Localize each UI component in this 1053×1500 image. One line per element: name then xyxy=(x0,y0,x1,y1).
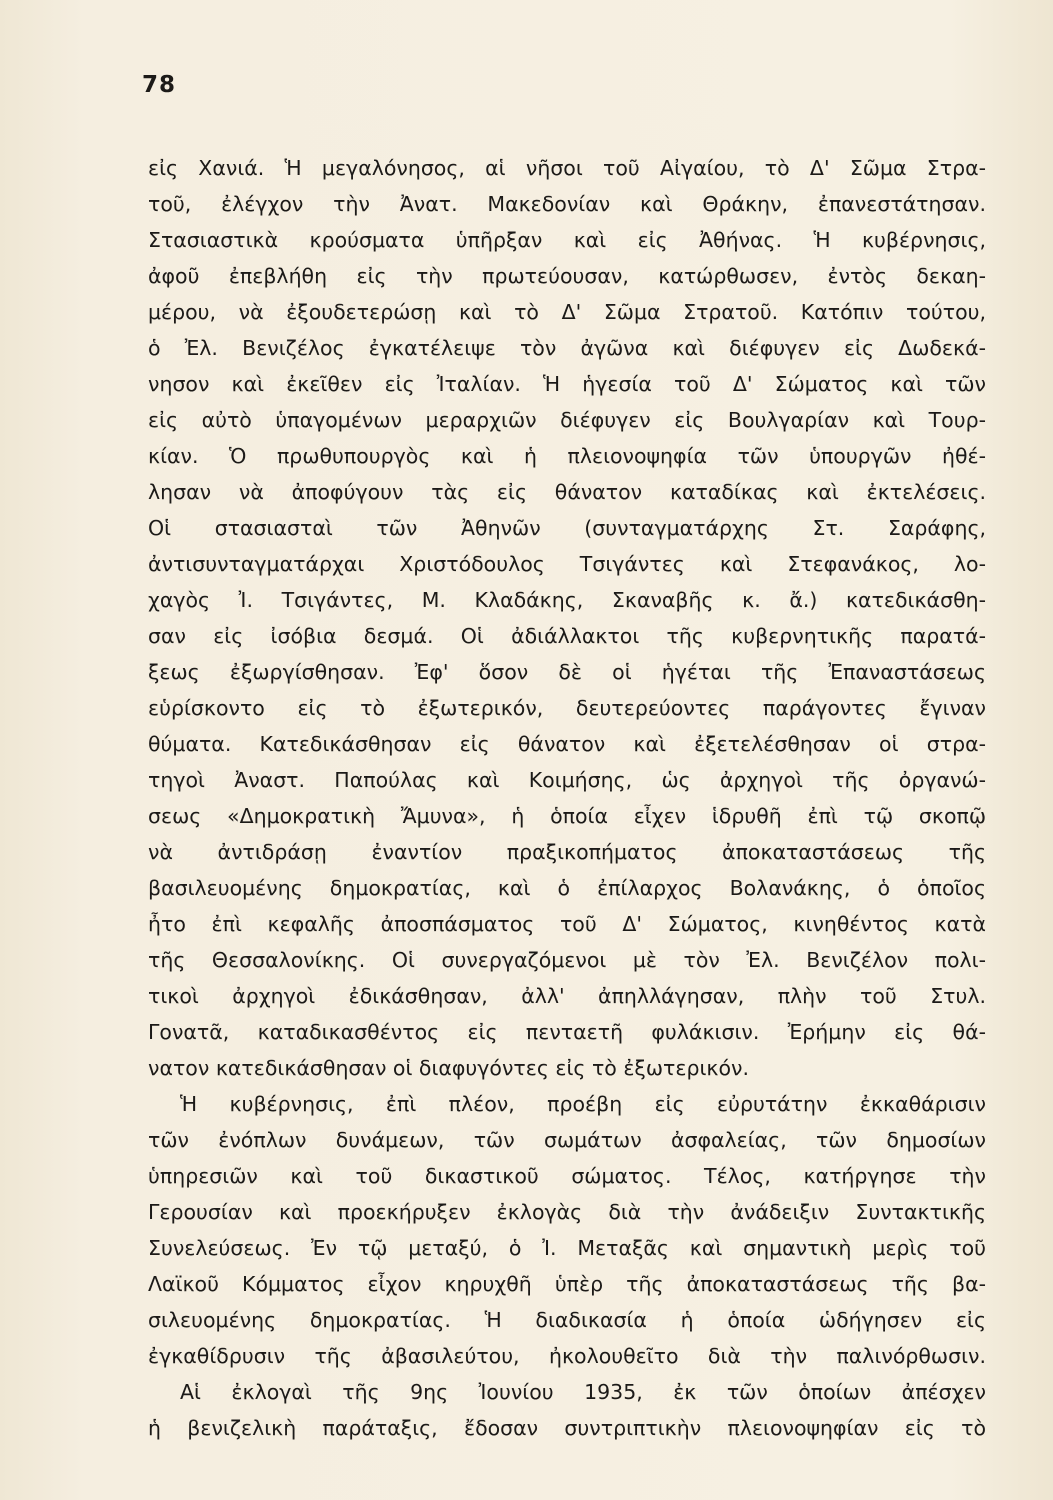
text-line: Γερουσίαν καὶ προεκήρυξεν ἐκλογὰς διὰ τὴν ἀνάδειξιν Συντακτικῆς xyxy=(148,1200,986,1224)
text-line: σεως «Δημοκρατικὴ Ἄμυνα», ἡ ὁποία εἶχεν ἱδρυθῆ ἐπὶ τῷ σκοπῷ xyxy=(148,804,986,828)
text-line: Λαϊκοῦ Κόμματος εἶχον κηρυχθῆ ὑπὲρ τῆς ἀποκαταστάσεως τῆς βα- xyxy=(148,1272,986,1296)
text-line: Συνελεύσεως. Ἐν τῷ μεταξύ, ὁ Ἰ. Μεταξᾶς καὶ σημαντικὴ μερὶς τοῦ xyxy=(148,1236,986,1260)
text-line: βασιλευομένης δημοκρατίας, καὶ ὁ ἐπίλαρχος Βολανάκης, ὁ ὁποῖος xyxy=(148,876,986,900)
text-line: τηγοὶ Ἀναστ. Παπούλας καὶ Κοιμήσης, ὡς ἀρχηγοὶ τῆς ὀργανώ- xyxy=(148,768,986,792)
text-line: Οἱ στασιασταὶ τῶν Ἀθηνῶν (συνταγματάρχης Στ. Σαράφης, xyxy=(148,516,986,540)
text-line: τικοὶ ἀρχηγοὶ ἐδικάσθησαν, ἀλλ' ἀπηλλάγησαν, πλὴν τοῦ Στυλ. xyxy=(148,984,986,1008)
text-line: θύματα. Κατεδικάσθησαν εἰς θάνατον καὶ ἐξετελέσθησαν οἱ στρα- xyxy=(148,732,986,756)
text-line: νὰ ἀντιδράσῃ ἐναντίον πραξικοπήματος ἀποκαταστάσεως τῆς xyxy=(148,840,986,864)
text-line: τοῦ, ἐλέγχον τὴν Ἀνατ. Μακεδονίαν καὶ Θράκην, ἐπανεστάτησαν. xyxy=(148,192,986,216)
text-line: εἰς Χανιά. Ἡ μεγαλόνησος, αἱ νῆσοι τοῦ Αἰγαίου, τὸ Δ' Σῶμα Στρα- xyxy=(148,156,986,180)
text-line: νησον καὶ ἐκεῖθεν εἰς Ἰταλίαν. Ἡ ἡγεσία τοῦ Δ' Σώματος καὶ τῶν xyxy=(148,372,986,396)
text-line: εἰς αὐτὸ ὑπαγομένων μεραρχιῶν διέφυγεν εἰς Βουλγαρίαν καὶ Τουρ- xyxy=(148,408,986,432)
text-line: ξεως ἐξωργίσθησαν. Ἐφ' ὅσον δὲ οἱ ἡγέται τῆς Ἐπαναστάσεως xyxy=(148,660,986,684)
text-line: λησαν νὰ ἀποφύγουν τὰς εἰς θάνατον καταδίκας καὶ ἐκτελέσεις. xyxy=(148,480,986,504)
page-number: 78 xyxy=(142,72,177,98)
text-line: νατον κατεδικάσθησαν οἱ διαφυγόντες εἰς τὸ ἐξωτερικόν. xyxy=(148,1056,749,1080)
text-line: ὑπηρεσιῶν καὶ τοῦ δικαστικοῦ σώματος. Τέλος, κατήργησε τὴν xyxy=(148,1164,986,1188)
text-line: τῶν ἐνόπλων δυνάμεων, τῶν σωμάτων ἀσφαλείας, τῶν δημοσίων xyxy=(148,1128,986,1152)
text-line: σαν εἰς ἰσόβια δεσμά. Οἱ ἀδιάλλακτοι τῆς κυβερνητικῆς παρατά- xyxy=(148,624,986,648)
text-line: Στασιαστικὰ κρούσματα ὑπῆρξαν καὶ εἰς Ἀθήνας. Ἡ κυβέρνησις, xyxy=(148,228,986,252)
text-line: ἀντισυνταγματάρχαι Χριστόδουλος Τσιγάντες καὶ Στεφανάκος, λο- xyxy=(148,552,986,576)
text-line: ὁ Ἐλ. Βενιζέλος ἐγκατέλειψε τὸν ἀγῶνα καὶ διέφυγεν εἰς Δωδεκά- xyxy=(148,336,986,360)
text-line: μέρου, νὰ ἐξουδετερώσῃ καὶ τὸ Δ' Σῶμα Στρατοῦ. Κατόπιν τούτου, xyxy=(148,300,986,324)
text-line: τῆς Θεσσαλονίκης. Οἱ συνεργαζόμενοι μὲ τὸν Ἐλ. Βενιζέλον πολι- xyxy=(148,948,986,972)
text-line: εὑρίσκοντο εἰς τὸ ἐξωτερικόν, δευτερεύοντες παράγοντες ἔγιναν xyxy=(148,696,986,720)
text-line: ἡ βενιζελικὴ παράταξις, ἔδοσαν συντριπτικὴν πλειονοψηφίαν εἰς τὸ xyxy=(148,1416,986,1440)
text-line: σιλευομένης δημοκρατίας. Ἡ διαδικασία ἡ ὁποία ὡδήγησεν εἰς xyxy=(148,1308,986,1332)
text-line: Ἡ κυβέρνησις, ἐπὶ πλέον, προέβη εἰς εὐρυτάτην ἐκκαθάρισιν xyxy=(180,1092,986,1116)
text-line: χαγὸς Ἰ. Τσιγάντες, Μ. Κλαδάκης, Σκαναβῆς κ. ἄ.) κατεδικάσθη- xyxy=(148,588,986,612)
text-line: Αἱ ἐκλογαὶ τῆς 9ης Ἰουνίου 1935, ἐκ τῶν ὁποίων ἀπέσχεν xyxy=(180,1380,986,1404)
text-line: ἐγκαθίδρυσιν τῆς ἀβασιλεύτου, ἠκολουθεῖτο διὰ τὴν παλινόρθωσιν. xyxy=(148,1344,986,1368)
text-line: ἀφοῦ ἐπεβλήθη εἰς τὴν πρωτεύουσαν, κατώρθωσεν, ἐντὸς δεκαη- xyxy=(148,264,986,288)
text-line: κίαν. Ὁ πρωθυπουργὸς καὶ ἡ πλειονοψηφία τῶν ὑπουργῶν ἠθέ- xyxy=(148,444,986,468)
text-line: ἦτο ἐπὶ κεφαλῆς ἀποσπάσματος τοῦ Δ' Σώματος, κινηθέντος κατὰ xyxy=(148,912,986,936)
text-line: Γονατᾶ, καταδικασθέντος εἰς πενταετῆ φυλάκισιν. Ἐρήμην εἰς θά- xyxy=(148,1020,986,1044)
body-text xyxy=(148,150,986,1446)
